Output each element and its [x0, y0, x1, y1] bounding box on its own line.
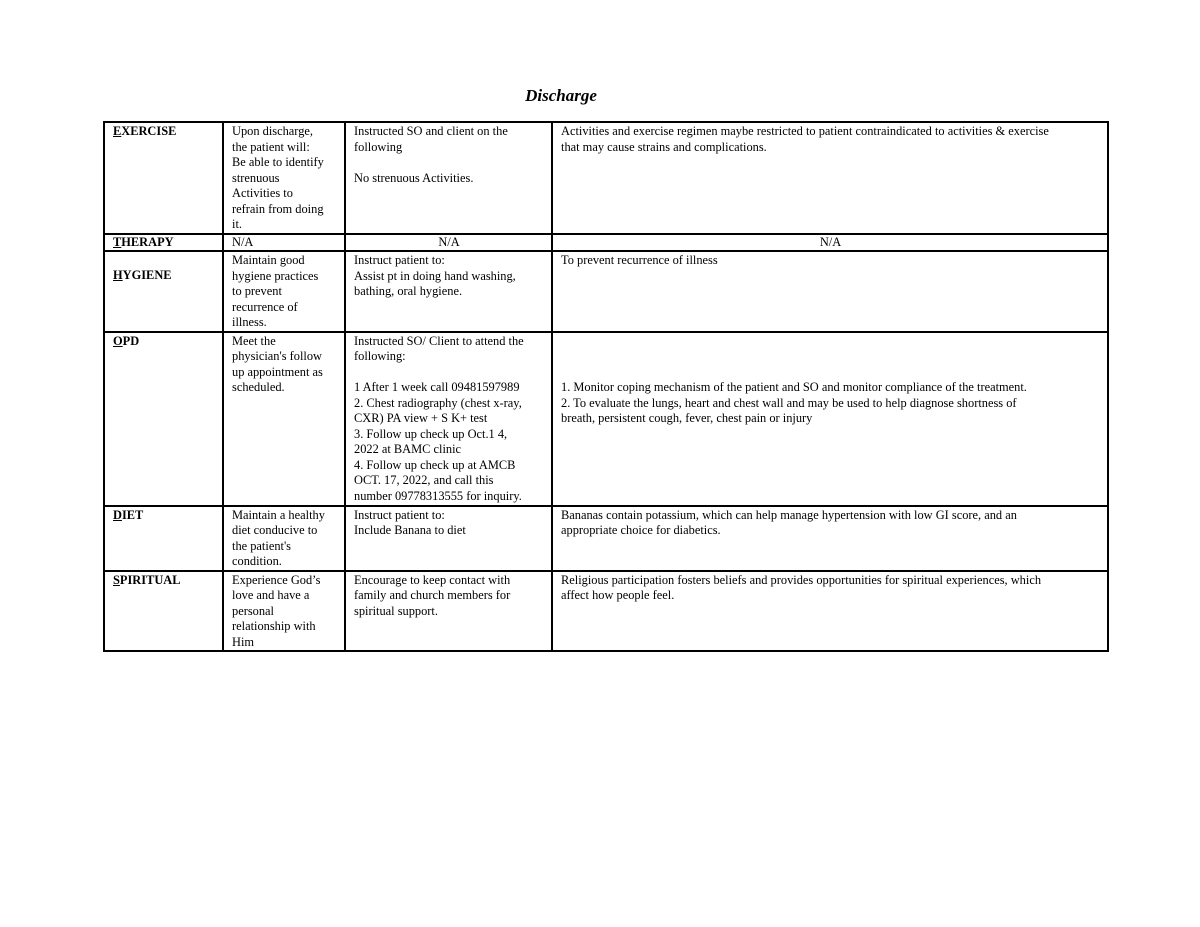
rationale-line: N/A — [819, 234, 842, 249]
table-row — [104, 234, 1108, 252]
rationale-line — [561, 334, 1100, 350]
goal-line: love and have a — [232, 588, 310, 602]
intervention-line: Include Banana to diet — [354, 523, 466, 537]
rationale-cell — [552, 234, 1108, 252]
rationale-line: appropriate choice for diabetics. — [561, 523, 721, 537]
category-cell — [104, 506, 223, 571]
rationale-line — [561, 349, 1100, 365]
category-cell — [104, 332, 223, 506]
intervention-line: No strenuous Activities. — [354, 170, 474, 185]
category-rest: PIRITUAL — [119, 572, 181, 587]
intervention-line: Assist pt in doing hand washing, — [354, 268, 516, 283]
page-title: Discharge — [525, 86, 597, 105]
intervention-line: 2022 at BAMC clinic — [354, 442, 462, 456]
intervention-line: N/A — [438, 234, 460, 249]
rationale-cell — [552, 251, 1108, 332]
goal-line: recurrence of — [232, 299, 298, 314]
rationale-line: Activities and exercise regimen maybe restricted to patient contraindicated to activities & exercise — [561, 124, 1049, 138]
goal-line: Upon discharge, — [232, 124, 313, 138]
intervention-cell — [345, 122, 552, 234]
category-cell — [104, 251, 223, 332]
intervention-line — [354, 365, 544, 381]
category-rest: HERAPY — [121, 234, 174, 249]
intervention-line: 3. Follow up check up Oct.1 4, — [354, 426, 508, 441]
goal-line: N/A — [232, 234, 254, 249]
table-row — [104, 251, 1108, 332]
goal-line: hygiene practices — [232, 268, 319, 283]
intervention-line: following — [354, 139, 403, 154]
goal-line: the patient will: — [232, 139, 310, 154]
intervention-line: family and church members for — [354, 588, 511, 602]
rationale-cell — [552, 122, 1108, 234]
goal-line: Maintain a healthy — [232, 507, 325, 522]
goal-line: physician's follow — [232, 349, 322, 363]
rationale-line: affect how people feel. — [561, 588, 675, 602]
intervention-cell — [345, 332, 552, 506]
intervention-line: bathing, oral hygiene. — [354, 284, 463, 298]
intervention-line — [354, 155, 544, 171]
intervention-line: spiritual support. — [354, 603, 438, 618]
goal-line: relationship with — [232, 619, 316, 633]
goal-line: Be able to identify — [232, 155, 324, 169]
category-rest: YGIENE — [122, 268, 172, 282]
goal-cell — [223, 506, 345, 571]
category-initial: H — [113, 268, 123, 282]
intervention-line: 1 After 1 week call 09481597989 — [354, 380, 520, 394]
category-rest: PD — [122, 333, 140, 348]
category-initial: T — [113, 234, 122, 249]
goal-line: strenuous — [232, 170, 280, 185]
intervention-line: Encourage to keep contact with — [354, 572, 511, 587]
goal-line: Maintain good — [232, 253, 305, 267]
category-cell — [104, 234, 223, 252]
goal-cell — [223, 332, 345, 506]
rationale-cell — [552, 506, 1108, 571]
intervention-line: Instructed SO/ Client to attend the — [354, 333, 524, 348]
category-cell — [104, 571, 223, 652]
rationale-line: Religious participation fosters beliefs and provides opportunities for spiritual experiences, which — [561, 572, 1042, 587]
goal-line: Activities to — [232, 186, 293, 200]
table-row — [104, 332, 1108, 506]
intervention-line: OCT. 17, 2022, and call this — [354, 473, 494, 487]
rationale-cell — [552, 332, 1108, 506]
goal-line: scheduled. — [232, 380, 285, 394]
intervention-line: Instruct patient to: — [354, 253, 445, 267]
discharge-plan-table — [103, 121, 1109, 652]
rationale-line: breath, persistent cough, fever, chest pain or injury — [561, 411, 813, 425]
goal-cell — [223, 122, 345, 234]
table-row — [104, 571, 1108, 652]
intervention-line: 2. Chest radiography (chest x-ray, — [354, 395, 522, 410]
goal-cell — [223, 571, 345, 652]
category-rest: XERCISE — [121, 124, 177, 138]
category-initial: E — [113, 124, 122, 138]
goal-line: it. — [232, 217, 242, 231]
intervention-cell — [345, 251, 552, 332]
rationale-line: 2. To evaluate the lungs, heart and chest wall and may be used to help diagnose shortness of — [561, 395, 1017, 410]
intervention-cell — [345, 234, 552, 252]
goal-cell — [223, 234, 345, 252]
goal-line: condition. — [232, 554, 282, 568]
intervention-line: number 09778313555 for inquiry. — [354, 488, 522, 503]
table-row — [104, 506, 1108, 571]
discharge-plan-body — [104, 122, 1108, 651]
goal-line: up appointment as — [232, 364, 323, 379]
table-row — [104, 122, 1108, 234]
category-rest: IET — [121, 507, 144, 522]
category-initial: D — [113, 507, 122, 522]
rationale-line: To prevent recurrence of illness — [561, 253, 718, 267]
intervention-line: Instruct patient to: — [354, 507, 445, 522]
intervention-line: CXR) PA view + S K+ test — [354, 411, 488, 425]
intervention-line: 4. Follow up check up at AMCB — [354, 457, 516, 472]
goal-line: to prevent — [232, 284, 282, 298]
rationale-cell — [552, 571, 1108, 652]
intervention-line: Instructed SO and client on the — [354, 124, 508, 138]
intervention-cell — [345, 506, 552, 571]
goal-line: personal — [232, 603, 274, 618]
goal-line: Experience God’s — [232, 572, 321, 587]
category-cell — [104, 122, 223, 234]
goal-line: refrain from doing — [232, 201, 324, 216]
goal-line: the patient's — [232, 538, 292, 553]
category-initial: O — [113, 333, 123, 348]
rationale-line: 1. Monitor coping mechanism of the patient and SO and monitor compliance of the treatment. — [561, 380, 1027, 394]
goal-line: Meet the — [232, 333, 276, 348]
intervention-line: following: — [354, 349, 406, 363]
rationale-line: Bananas contain potassium, which can help manage hypertension with low GI score, and an — [561, 507, 1017, 522]
rationale-line: that may cause strains and complications. — [561, 139, 767, 154]
goal-cell — [223, 251, 345, 332]
goal-line: diet conducive to — [232, 523, 318, 537]
intervention-cell — [345, 571, 552, 652]
goal-line: Him — [232, 634, 255, 649]
category-initial: S — [113, 572, 120, 587]
rationale-line — [561, 365, 1100, 381]
goal-line: illness. — [232, 315, 267, 329]
